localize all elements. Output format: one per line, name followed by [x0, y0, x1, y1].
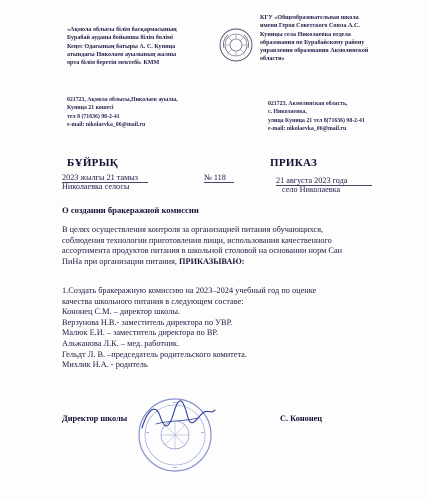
commission-member: Альжанова Л.К. – мед. работник.: [62, 338, 179, 348]
header-kz-line: Кеңес Одағының батыры А. С. Куница: [67, 43, 176, 50]
header-ru-line: управления образования Акмолинской: [260, 48, 369, 55]
commission-member: Малюк Е.И. – заместитель директора по ВР.: [62, 328, 219, 338]
header-ru-line: образования по Бурабайскому району: [260, 39, 365, 46]
commission-member: Михлик Н.А. - родитель: [62, 360, 148, 370]
order-number: № 118: [204, 173, 226, 182]
signature-title: Директор школы: [62, 414, 128, 423]
address-kz-line: e-mail: nikolaevka_06@mail.ru: [67, 122, 146, 129]
header-ru-line: КГУ «Общеобразовательная школа: [260, 15, 359, 21]
order-word: ПРИКАЗЫВАЮ:: [179, 256, 245, 266]
order-date-ru: 21 августа 2023 года: [276, 176, 348, 185]
number-underline: [204, 182, 234, 183]
address-ru-line: улица Куница 21 тел 8(71636) 98-2-41: [268, 117, 365, 124]
state-emblem-icon: [219, 28, 253, 62]
place-kz: Николаевка селосы: [62, 182, 130, 191]
commission-member: Гельдт Л. В. –председатель родительского комитета.: [62, 349, 247, 359]
order-date-kz: 2023 жылғы 21 тамыз: [62, 173, 139, 182]
place-ru: село Николаевка: [282, 185, 341, 194]
address-kz-line: тел 8 (71636) 98-2-41: [67, 113, 120, 120]
preamble-line-text: ПиНа при организации питания,: [62, 256, 180, 266]
preamble-line: [62, 257, 422, 268]
preamble: [62, 225, 422, 267]
preamble-line: соблюдения технологии приготовления пищи, использования качественного: [62, 235, 332, 245]
commission-member: Кононец С.М. – директор школы.: [62, 307, 180, 317]
header-kz: [67, 26, 215, 67]
order-title-kz: БҰЙРЫҚ: [67, 157, 119, 169]
address-ru-line: с. Николаевка,: [268, 109, 307, 116]
address-ru-line: 021723, Акмолинская область,: [268, 101, 348, 107]
address-ru: [268, 100, 418, 134]
address-kz: [67, 96, 227, 130]
header-kz-line: атындағы Николаев ауылының жалпы: [67, 51, 177, 58]
address-ru-line: e-mail: nikolaevka_06@mail.ru: [268, 126, 347, 133]
header-kz-line: Бурабай ауданы бойынша білім бөлімі: [67, 35, 173, 42]
header-kz-line: «Ақмола облысы білім басқармасының: [67, 27, 177, 33]
header-ru-line: имени Героя Советского Союза А.С.: [260, 23, 360, 30]
header-ru-line: области»: [260, 56, 285, 63]
header-kz-line: орта білім беретін мектебі» КММ: [67, 60, 160, 67]
header-ru-line: Куницы села Николаевка отдела: [260, 31, 351, 38]
address-kz-line: Куница 21 көшесі: [67, 105, 114, 112]
handwritten-signature: [138, 398, 218, 438]
order-title-ru: ПРИКАЗ: [270, 157, 318, 169]
order-line: 1.Создать бракеражную комиссию на 2023–2024 учебный год по оценке: [62, 286, 317, 295]
signature-name: С. Кононец: [280, 414, 323, 423]
preamble-line: ассортимента продуктов питания в школьной столовой на основании норм Сан: [62, 246, 343, 256]
preamble-line: В целях осуществления контроля за организацией питания обучающихся,: [62, 225, 324, 234]
commission-member: Верзунова Н.В.- заместитель директора по УВР.: [62, 317, 233, 327]
order-body: [62, 286, 422, 371]
order-subject: О создании бракеражной комиссии: [62, 205, 199, 215]
address-kz-line: 021723, Ақмола облысы,Николаев ауылы,: [67, 97, 178, 103]
header-ru: [260, 14, 420, 64]
order-line: качества школьного питания в следующем составе:: [62, 296, 244, 306]
